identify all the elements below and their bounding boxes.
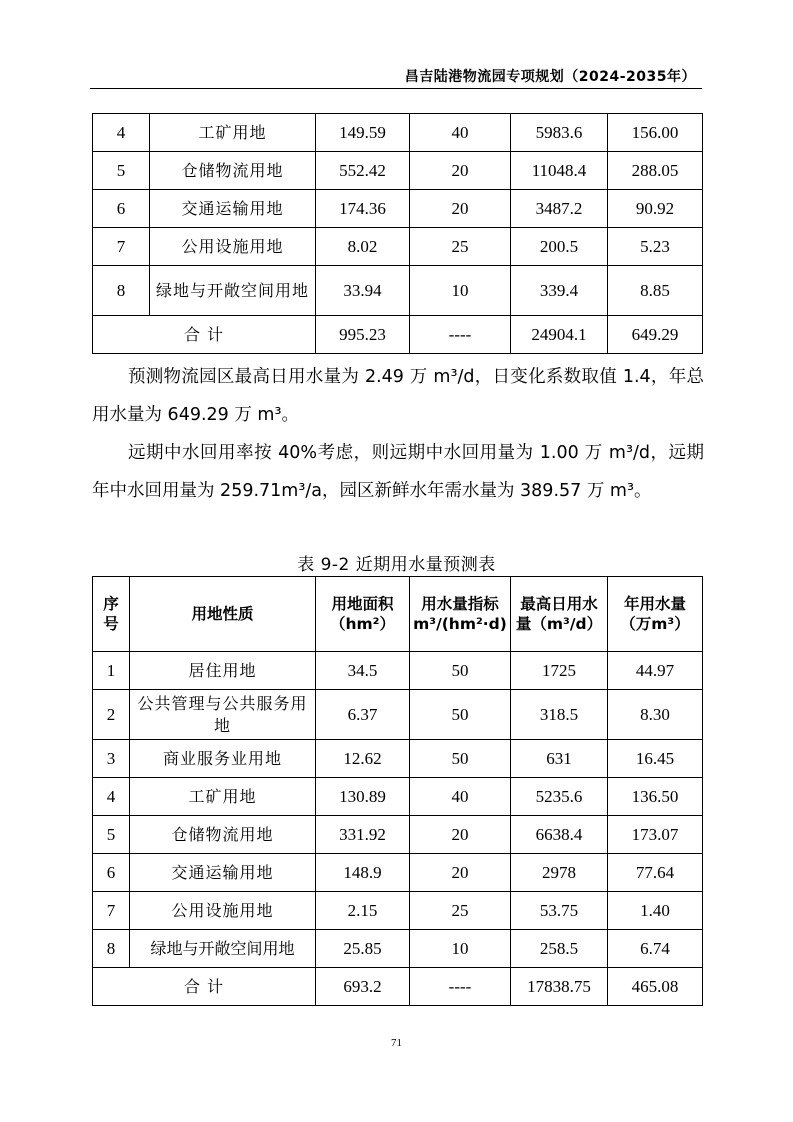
max-daily-water: 200.5 [511,228,608,266]
total-area: 693.2 [316,968,410,1006]
max-daily-water: 631 [511,740,608,778]
water-index: 20 [410,854,511,892]
table-header-row [93,577,703,652]
paragraph-forecast: 预测物流园区最高日用水量为 2.49 万 m³/d，日变化系数取值 1.4，年总用水量为 649.29 万 m³。 [92,367,704,425]
max-daily-water: 5235.6 [511,778,608,816]
land-area: 331.92 [316,816,410,854]
water-index: 50 [410,652,511,690]
table-row [93,114,703,152]
water-usage-table-continued [92,113,703,354]
total-annual: 649.29 [608,316,703,354]
water-index: 25 [410,892,511,930]
water-index: 50 [410,740,511,778]
land-use-type: 公用设施用地 [150,228,316,266]
near-term-water-forecast-table [92,576,703,1006]
table-row [93,266,703,316]
annual-water: 5.23 [608,228,703,266]
annual-water: 136.50 [608,778,703,816]
table-row [93,190,703,228]
land-use-type: 工矿用地 [130,778,316,816]
table-row [93,690,703,740]
table-row [93,816,703,854]
table-caption: 表 9-2 近期用水量预测表 [297,555,496,575]
row-number: 3 [93,740,130,778]
max-daily-water: 1725 [511,652,608,690]
land-area: 2.15 [316,892,410,930]
header-area: 用地面积（hm²） [316,577,410,652]
row-number: 7 [93,892,130,930]
row-number: 6 [93,854,130,892]
page-header [90,64,702,89]
annual-water: 6.74 [608,930,703,968]
annual-water: 288.05 [608,152,703,190]
water-index: 40 [410,778,511,816]
land-area: 34.5 [316,652,410,690]
total-index: ---- [410,316,511,354]
land-area: 130.89 [316,778,410,816]
table-row [93,228,703,266]
row-number: 5 [93,816,130,854]
water-index: 10 [410,930,511,968]
land-area: 148.9 [316,854,410,892]
table-total-row [93,968,703,1006]
land-area: 12.62 [316,740,410,778]
annual-water: 156.00 [608,114,703,152]
max-daily-water: 6638.4 [511,816,608,854]
land-use-type: 仓储物流用地 [130,816,316,854]
max-daily-water: 5983.6 [511,114,608,152]
row-number: 1 [93,652,130,690]
annual-water: 1.40 [608,892,703,930]
land-use-type: 绿地与开敞空间用地 [130,930,316,968]
max-daily-water: 2978 [511,854,608,892]
row-number: 6 [93,190,150,228]
row-number: 8 [93,266,150,316]
land-use-type: 交通运输用地 [150,190,316,228]
water-index: 50 [410,690,511,740]
annual-water: 44.97 [608,652,703,690]
land-area: 149.59 [316,114,410,152]
page-number: 71 [391,1037,402,1049]
row-number: 4 [93,778,130,816]
total-max-daily: 17838.75 [511,968,608,1006]
land-use-type: 交通运输用地 [130,854,316,892]
header-annual: 年用水量（万m³） [608,577,703,652]
land-area: 552.42 [316,152,410,190]
land-area: 25.85 [316,930,410,968]
table-row [93,152,703,190]
header-water-index: 用水量指标 m³/(hm²·d) [410,577,511,652]
row-number: 5 [93,152,150,190]
table-row [93,854,703,892]
total-annual: 465.08 [608,968,703,1006]
annual-water: 8.30 [608,690,703,740]
document-title: 昌吉陆港物流园专项规划（2024-2035年） [404,69,696,85]
row-number: 2 [93,690,130,740]
row-number: 8 [93,930,130,968]
water-index: 10 [410,266,511,316]
land-area: 174.36 [316,190,410,228]
table-row [93,778,703,816]
max-daily-water: 53.75 [511,892,608,930]
table-row [93,740,703,778]
land-area: 33.94 [316,266,410,316]
header-land-type: 用地性质 [130,577,316,652]
water-index: 20 [410,816,511,854]
max-daily-water: 3487.2 [511,190,608,228]
annual-water: 77.64 [608,854,703,892]
max-daily-water: 11048.4 [511,152,608,190]
land-use-type: 仓储物流用地 [150,152,316,190]
max-daily-water: 339.4 [511,266,608,316]
total-label: 合 计 [93,968,316,1006]
land-use-type: 绿地与开敞空间用地 [150,266,316,316]
table-row [93,930,703,968]
paragraph-reclaimed-water: 远期中水回用率按 40%考虑，则远期中水回用量为 1.00 万 m³/d，远期年中水回用量为 259.71m³/a，园区新鲜水年需水量为 389.57 万 m³。 [92,443,704,501]
total-label: 合 计 [93,316,316,354]
total-index: ---- [410,968,511,1006]
land-use-type: 居住用地 [130,652,316,690]
land-area: 8.02 [316,228,410,266]
annual-water: 8.85 [608,266,703,316]
water-index: 20 [410,190,511,228]
max-daily-water: 258.5 [511,930,608,968]
land-use-type: 公共管理与公共服务用地 [130,690,316,740]
row-number: 4 [93,114,150,152]
land-use-type: 公用设施用地 [130,892,316,930]
row-number: 7 [93,228,150,266]
header-no: 序号 [93,577,130,652]
total-area: 995.23 [316,316,410,354]
land-area: 6.37 [316,690,410,740]
annual-water: 173.07 [608,816,703,854]
total-max-daily: 24904.1 [511,316,608,354]
max-daily-water: 318.5 [511,690,608,740]
water-index: 25 [410,228,511,266]
header-max-daily: 最高日用水量（m³/d） [511,577,608,652]
table-row [93,652,703,690]
table-total-row [93,316,703,354]
water-index: 40 [410,114,511,152]
annual-water: 90.92 [608,190,703,228]
land-use-type: 工矿用地 [150,114,316,152]
land-use-type: 商业服务业用地 [130,740,316,778]
water-index: 20 [410,152,511,190]
table-row [93,892,703,930]
annual-water: 16.45 [608,740,703,778]
